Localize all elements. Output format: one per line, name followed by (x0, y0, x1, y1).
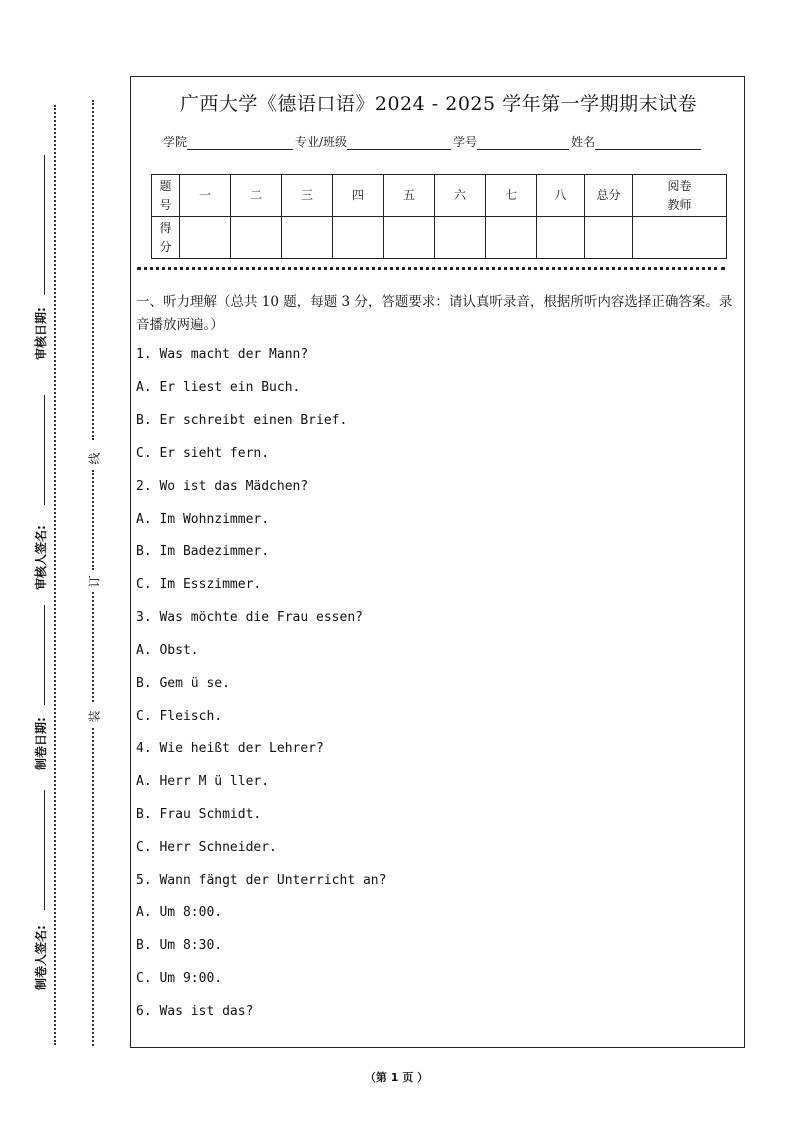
option-line: C. Um 9:00. (136, 971, 223, 986)
student-info-row (163, 133, 703, 150)
col-header: 五 (384, 175, 435, 217)
option-line: B. Frau Schmidt. (136, 807, 262, 822)
option-line: A. Im Wohnzimmer. (136, 512, 270, 527)
question-line: 3. Was möchte die Frau essen? (136, 610, 363, 625)
option-line: A. Herr M ü ller. (136, 774, 270, 789)
score-cell[interactable] (282, 217, 333, 259)
question-line: 4. Wie heißt der Lehrer? (136, 741, 324, 756)
reviewer-sign-label: 审核人签名: (34, 525, 48, 590)
college-label: 学院 (163, 135, 188, 149)
option-line: C. Fleisch. (136, 709, 223, 724)
score-table (151, 174, 727, 259)
score-cell[interactable] (384, 217, 435, 259)
binding-dotted-line-2 (92, 470, 94, 570)
option-line: C. Er sieht fern. (136, 446, 270, 461)
score-label: 得分 (159, 220, 172, 254)
student-id-label: 学号 (453, 135, 478, 149)
score-cell[interactable] (231, 217, 282, 259)
score-label-cell (152, 217, 180, 259)
col-header: 七 (486, 175, 537, 217)
score-table-score-row (152, 217, 727, 259)
option-line: A. Obst. (136, 643, 199, 658)
score-cell[interactable] (537, 217, 585, 259)
option-line: B. Um 8:30. (136, 938, 223, 953)
option-line: C. Im Esszimmer. (136, 577, 262, 592)
question-line: 5. Wann fängt der Unterricht an? (136, 873, 387, 888)
binding-dotted-line-1 (92, 100, 94, 440)
option-line: B. Im Badezimmer. (136, 544, 270, 559)
col-header: 八 (537, 175, 585, 217)
maker-sign-label: 制卷人签名: (34, 925, 48, 990)
col-header: 六 (435, 175, 486, 217)
dotted-separator (137, 267, 725, 270)
col-header: 三 (282, 175, 333, 217)
question-area (136, 291, 741, 337)
review-date-line (44, 155, 45, 295)
reviewer-sign-line (44, 395, 45, 505)
option-line: B. Gem ü se. (136, 676, 230, 691)
option-line: A. Um 8:00. (136, 905, 223, 920)
col-header: 四 (333, 175, 384, 217)
score-cell[interactable] (180, 217, 231, 259)
binding-line-char: 线 (87, 452, 102, 465)
col-header-total: 总分 (585, 175, 633, 217)
binding-dotted-line-4 (92, 728, 94, 1046)
option-line: C. Herr Schneider. (136, 840, 277, 855)
grader-header (633, 175, 727, 217)
review-date-label: 审核日期: (34, 307, 48, 360)
col-header: 一 (180, 175, 231, 217)
question-line: 1. Was macht der Mann? (136, 347, 309, 362)
college-field[interactable] (187, 136, 293, 150)
score-cell[interactable] (435, 217, 486, 259)
left-dotted-line (54, 105, 56, 1045)
major-field[interactable] (347, 136, 451, 150)
question-line: 6. Was ist das? (136, 1004, 254, 1019)
grader-line2: 教师 (667, 197, 692, 212)
score-cell[interactable] (486, 217, 537, 259)
score-cell-total[interactable] (585, 217, 633, 259)
section-heading: 一、听力理解（总共 10 题，每题 3 分，答题要求：请认真听录音，根据所听内容选择正确答案。录音播放两遍。） (136, 294, 733, 333)
binding-staple-char: 订 (87, 575, 102, 588)
score-cell[interactable] (333, 217, 384, 259)
name-label: 姓名 (571, 135, 596, 149)
option-line: B. Er schreibt einen Brief. (136, 413, 348, 428)
exam-title: 广西大学《德语口语》2024 - 2025 学年第一学期期末试卷 (179, 93, 698, 115)
student-id-field[interactable] (477, 136, 569, 150)
col-header: 二 (231, 175, 282, 217)
exam-frame (130, 76, 745, 1048)
make-date-label: 制卷日期: (34, 717, 48, 770)
option-line: A. Er liest ein Buch. (136, 380, 301, 395)
make-date-line (44, 605, 45, 705)
page-number: （第 1 页 ） (364, 1071, 429, 1084)
question-line: 2. Wo ist das Mädchen? (136, 479, 309, 494)
maker-sign-line (44, 790, 45, 910)
score-table-header-row (152, 175, 727, 217)
binding-bind-char: 装 (87, 710, 102, 723)
grader-cell[interactable] (633, 217, 727, 259)
grader-line1: 阅卷 (667, 178, 692, 193)
binding-dotted-line-3 (92, 592, 94, 702)
name-field[interactable] (595, 136, 701, 150)
question-number-label: 题号 (159, 178, 172, 212)
question-number-header (152, 175, 180, 217)
major-label: 专业/班级 (295, 135, 348, 149)
